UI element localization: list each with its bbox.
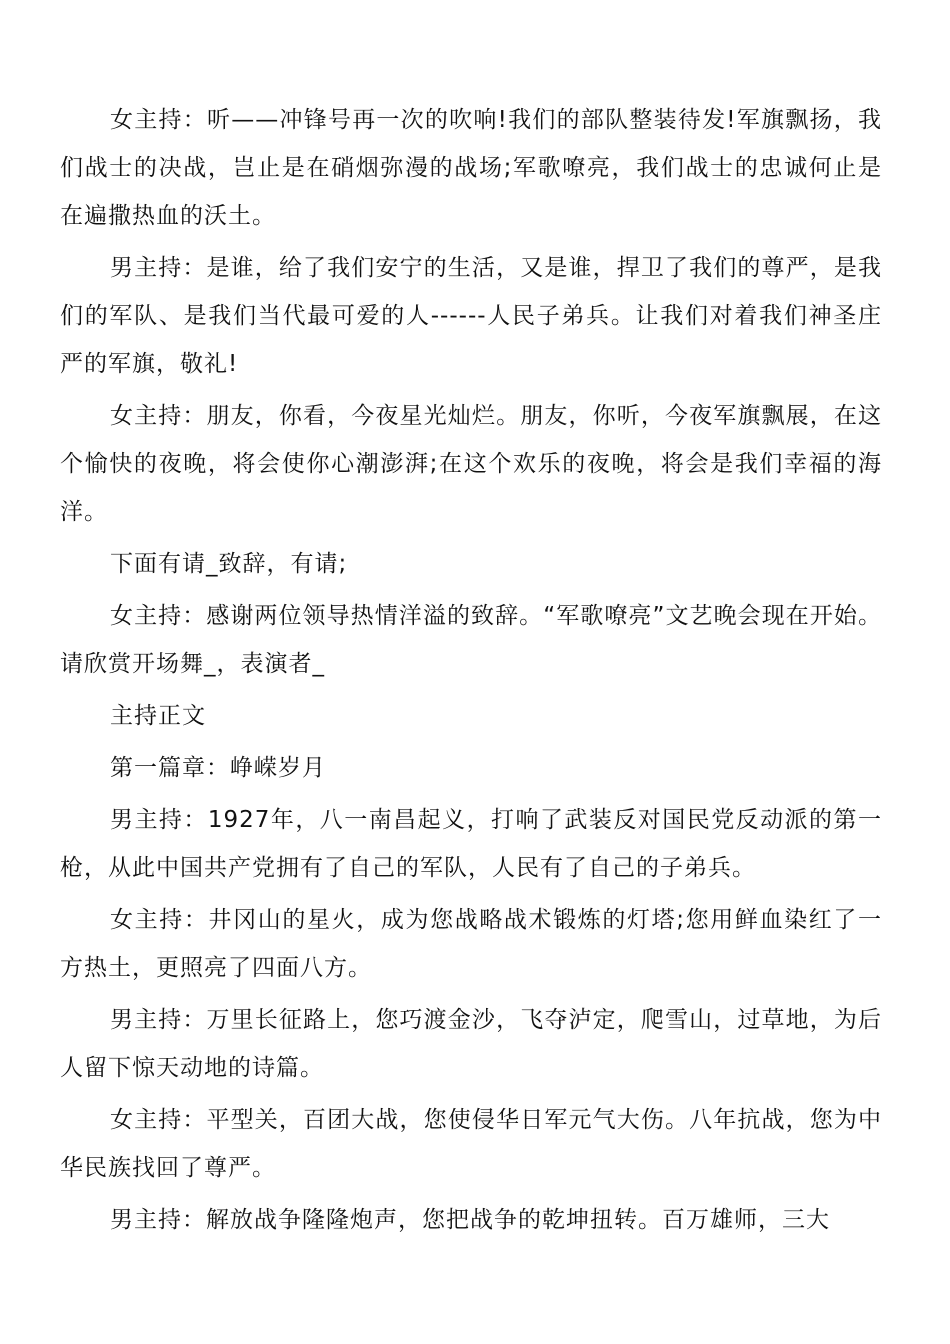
paragraph-male-host-who: 男主持：是谁，给了我们安宁的生活，又是谁，捍卫了我们的尊严，是我们的军队、是我们当代最可爱的人------人民子弟兵。让我们对着我们神圣庄严的军旗，敬礼! [60,255,882,377]
paragraph-male-host-1927: 男主持：1927年，八一南昌起义，打响了武装反对国民党反动派的第一枪，从此中国共产党拥有了自己的军队，人民有了自己的子弟兵。 [60,807,882,881]
paragraph-female-host-jinggangshan: 女主持：井冈山的星火，成为您战略战术锻炼的灯塔;您用鲜血染红了一方热土，更照亮了四面八方。 [60,907,882,981]
paragraph-male-host-liberation-war: 男主持：解放战争隆隆炮声，您把战争的乾坤扭转。百万雄师，三大 [110,1207,830,1233]
paragraph-female-host-pingxingguan: 女主持：平型关，百团大战，您使侵华日军元气大伤。八年抗战，您为中华民族找回了尊严。 [60,1107,882,1181]
paragraph-female-host-bugle: 女主持：听——冲锋号再一次的吹响!我们的部队整装待发!军旗飘扬，我们战士的决战，岂止是在硝烟弥漫的战场;军歌嘹亮，我们战士的忠诚何止是在遍撒热血的沃土。 [60,107,882,229]
paragraph-male-host-long-march: 男主持：万里长征路上，您巧渡金沙，飞夺泸定，爬雪山，过草地，为后人留下惊天动地的诗篇。 [60,1007,882,1081]
paragraph-female-host-tonight: 女主持：朋友，你看，今夜星光灿烂。朋友，你听，今夜军旗飘展，在这个愉快的夜晚，将会使你心潮澎湃;在这个欢乐的夜晚，将会是我们幸福的海洋。 [60,403,882,525]
paragraph-female-host-thanks: 女主持：感谢两位领导热情洋溢的致辞。“军歌嘹亮”文艺晚会现在开始。请欣赏开场舞_，表演者_ [60,603,882,677]
chapter-heading-one: 第一篇章：峥嵘岁月 [110,755,326,781]
document-body [60,96,882,1248]
paragraph-invite-speech: 下面有请_致辞，有请; [110,551,348,577]
section-heading-main-text: 主持正文 [110,703,206,729]
